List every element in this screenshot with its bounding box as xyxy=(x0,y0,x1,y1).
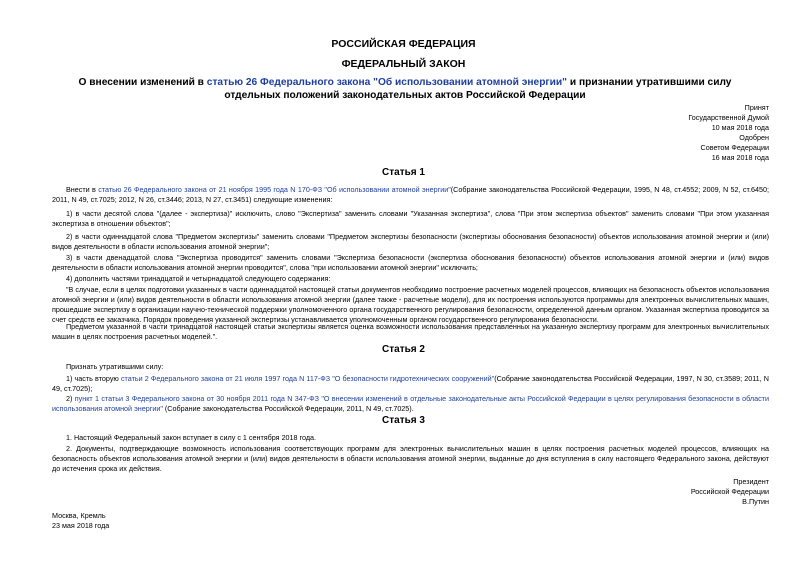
law-type-heading: ФЕДЕРАЛЬНЫЙ ЗАКОН xyxy=(341,58,466,70)
article-1-item-1: 1) в части десятой слова "(далее - экспертиза)" исключить, слово "Экспертиза" заменить словами "Указанная экспертиза", слова "При этом экспертиза объектов" заменить словами "При этом указанная экспертиза в отношении объектов"; xyxy=(52,209,769,228)
signature-role-1: Президент xyxy=(733,477,769,486)
law-title xyxy=(60,76,750,102)
article-2-item-1-suffix: (Собрание законодательства Российской Федерации, 1997, N 30, ст.3589; 2011, N 49, ст.7025); xyxy=(52,374,769,393)
place-date: 23 мая 2018 года xyxy=(52,521,110,530)
signature-role-2: Российской Федерации xyxy=(690,487,769,496)
article-1-heading: Статья 1 xyxy=(382,167,425,178)
article-1-intro xyxy=(52,185,769,205)
article-2-item-2-prefix: 2) xyxy=(66,394,75,403)
signature-block xyxy=(691,477,769,507)
article-3-heading: Статья 3 xyxy=(382,415,425,426)
article-1-item-5: "В случае, если в целях подготовки указанных в части одиннадцатой настоящей статьи документов необходимо построение расчетных моделей процессов, влияющих на безопасность объектов использования атомной энергии и (или) видов деятельности в области использования атомной энергии (далее также - расчетные модели), для их построения используются программы для электронных вычислительных машин, прошедшие экспертизу в организации научно-технической поддержки уполномоченного органа государственного регулирования безопасности, определенной данным органом. Указанная экспертиза проводится за счет средств ее заказчика. Порядок проведения указанной экспертизы устанавливается уполномоченным органом государственного регулирования безопасности. xyxy=(52,285,769,324)
article-1-item-3: 3) в части двенадцатой слова "Экспертиза проводится" заменить словами "Экспертиза безопасности (экспертиза обоснования безопасности) объектов использования атомной энергии и (или) видов деятельности в области использования атомной энергии проводится", слова "при использовании атомной энергии" исключить; xyxy=(52,253,769,272)
law-title-prefix: О внесении изменений в xyxy=(78,77,207,88)
article-1-intro-suffix: (Собрание законодательства Российской Федерации, 1995, N 48, ст.4552; 2009, N 52, ст.6450; 2011, N 49, ст.7025; 2012, N 26, ст.3446; 2013, N 27, ст.3451) следующие изменения: xyxy=(52,185,769,204)
adoption-block xyxy=(688,103,769,163)
adoption-council: Советом Федерации xyxy=(700,143,769,152)
adoption-accepted: Принят xyxy=(744,103,769,112)
place-city: Москва, Кремль xyxy=(52,511,106,520)
law-title-link[interactable]: статью 26 Федерального закона "Об использовании атомной энергии" xyxy=(206,77,568,88)
article-1-item-6: Предметом указанной в части тринадцатой настоящей статьи экспертизы является оценка возможности использования представленных на указанную экспертизу программ для электронных вычислительных машин в целях построения расчетных моделей.". xyxy=(52,322,769,341)
country-heading: РОССИЙСКАЯ ФЕДЕРАЦИЯ xyxy=(331,38,476,50)
article-2-heading: Статья 2 xyxy=(382,344,425,355)
article-1-item-2: 2) в части одиннадцатой слова "Предметом экспертизы" заменить словами "Предметом экспертизы безопасности (экспертизы обоснования безопасности) объектов использования атомной энергии и (или) видов деятельности в области использования атомной энергии"; xyxy=(52,232,769,251)
article-2-item-1-prefix: 1) часть вторую xyxy=(66,374,121,383)
article-2-item-2 xyxy=(52,394,769,414)
article-2-item-2-link[interactable]: пункт 1 статьи 3 Федерального закона от 30 ноября 2011 года N 347-ФЗ "О внесении изменений в отдельные законодательные акты Российской Федерации в целях регулирования безопасности в области использования атомной энергии" xyxy=(52,394,769,413)
article-2-intro: Признать утратившими силу: xyxy=(66,362,164,371)
adoption-duma-date: 10 мая 2018 года xyxy=(711,123,769,132)
article-2-item-1 xyxy=(52,374,769,394)
article-3-item-1: 1. Настоящий Федеральный закон вступает в силу с 1 сентября 2018 года. xyxy=(66,433,317,442)
article-3-item-2: 2. Документы, подтверждающие возможность использования соответствующих программ для электронных вычислительных машин в целях построения расчетных моделей процессов, влияющих на безопасность объектов использования атомной энергии и (или) видов деятельности в области использования атомной энергии, выданные до дня вступления в силу настоящего Федерального закона, действуют до истечения срока их действия. xyxy=(52,444,769,473)
article-2-item-2-suffix: (Собрание законодательства Российской Федерации, 2011, N 49, ст.7025). xyxy=(162,404,414,413)
article-1-intro-link[interactable]: статью 26 Федерального закона от 21 ноября 1995 года N 170-ФЗ "Об использовании атомной энергии" xyxy=(98,185,451,194)
law-title-suffix: и признании утратившими силу отдельных положений законодательных актов Российской Федерации xyxy=(224,77,732,101)
adoption-approved: Одобрен xyxy=(739,133,769,142)
place-block xyxy=(52,511,109,531)
signature-name: В.Путин xyxy=(742,497,769,506)
adoption-council-date: 16 мая 2018 года xyxy=(711,153,769,162)
article-1-item-4: 4) дополнить частями тринадцатой и четырнадцатой следующего содержания: xyxy=(66,274,331,283)
adoption-duma: Государственной Думой xyxy=(688,113,769,122)
article-2-item-1-link[interactable]: статьи 2 Федерального закона от 21 июля 1997 года N 117-ФЗ "О безопасности гидротехнических сооружений" xyxy=(120,374,495,383)
article-1-intro-prefix: Внести в xyxy=(66,185,99,194)
